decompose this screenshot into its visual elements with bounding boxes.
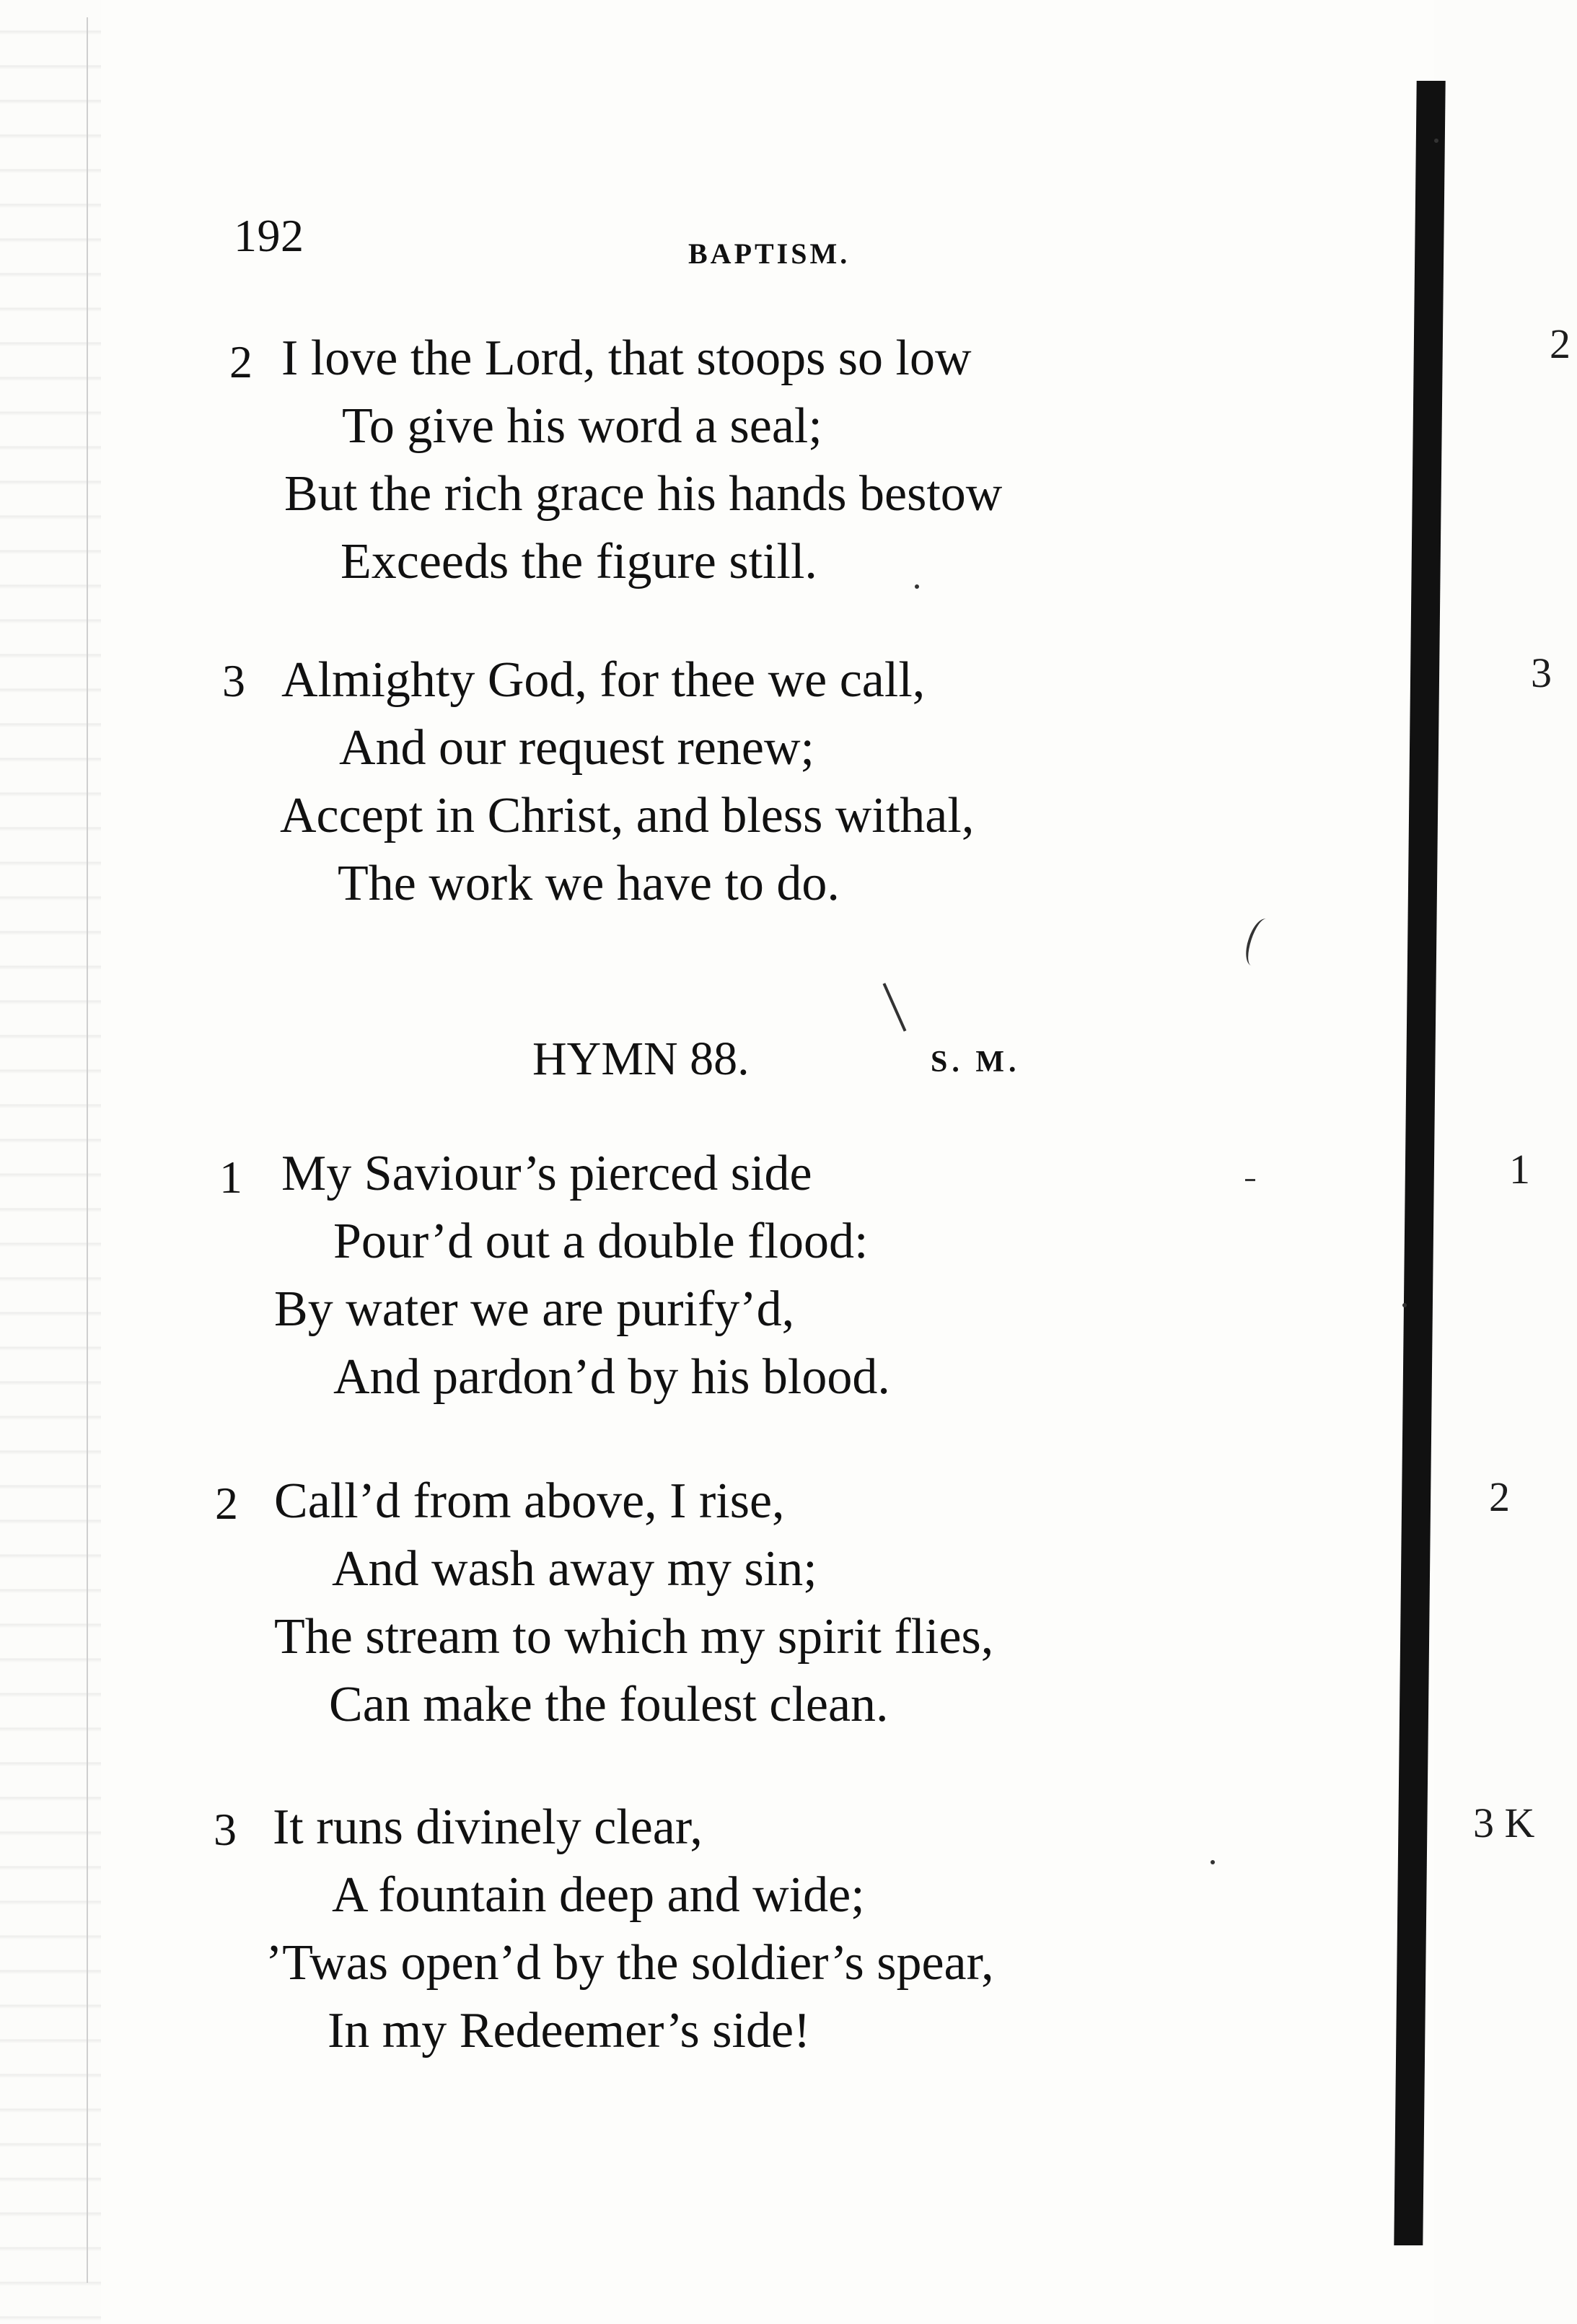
stanza-line: My Saviour’s pierced side: [281, 1146, 812, 1201]
stanza-line: The work we have to do.: [338, 856, 840, 911]
stanza-line: Call’d from above, I rise,: [274, 1473, 785, 1529]
stanza-line: And wash away my sin;: [332, 1541, 817, 1597]
section-title: BAPTISM.: [688, 237, 851, 270]
ink-slash-mark: [883, 983, 907, 1031]
ink-dot: [915, 584, 919, 589]
stanza-line: I love the Lord, that stoops so low: [281, 330, 972, 386]
hymn-meter: S. M.: [931, 1045, 1021, 1079]
stanza-line: A fountain deep and wide;: [332, 1867, 865, 1923]
stanza-line: ’Twas open’d by the soldier’s spear,: [265, 1935, 994, 1991]
stanza-line: Almighty God, for thee we call,: [281, 652, 926, 708]
stanza-line: Can make the foulest clean.: [329, 1677, 889, 1732]
ink-dot: [1434, 139, 1438, 143]
stanza-line: Accept in Christ, and bless withal,: [280, 788, 975, 843]
stanza-line: And pardon’d by his blood.: [333, 1349, 890, 1405]
stanza-number: 2: [215, 1478, 238, 1529]
stanza-number: 2: [229, 336, 252, 387]
facing-page-mark: 3 K: [1473, 1799, 1535, 1846]
stanza-number: 1: [219, 1152, 242, 1203]
stanza-line: To give his word a seal;: [342, 398, 822, 454]
stanza-line: Exceeds the figure still.: [341, 534, 817, 589]
stanza-number: 3: [214, 1804, 237, 1855]
hymn-title: HYMN 88.: [532, 1032, 750, 1085]
ink-dot: [1211, 1860, 1215, 1864]
facing-page-mark: 2: [1550, 320, 1571, 367]
stanza-number: 3: [222, 655, 245, 706]
left-gutter-shadow: [0, 0, 101, 2324]
stanza-line: But the rich grace his hands bestow: [284, 466, 1003, 522]
page-number: 192: [234, 210, 304, 261]
stanza-line: In my Redeemer’s side!: [328, 2003, 811, 2058]
stanza-line: And our request renew;: [339, 720, 814, 776]
stanza-line: It runs divinely clear,: [273, 1799, 703, 1855]
stanza-line: By water we are purify’d,: [274, 1281, 795, 1337]
left-page-edge: [87, 17, 88, 2283]
stanza-line: Pour’d out a double flood:: [333, 1214, 869, 1269]
ink-curl-mark: [1241, 916, 1277, 969]
facing-page-mark: 1: [1509, 1146, 1530, 1193]
ink-dot: [1402, 1303, 1407, 1307]
stanza-line: The stream to which my spirit flies,: [274, 1609, 994, 1665]
facing-page-mark: 2: [1489, 1473, 1510, 1520]
ink-dash: [1245, 1179, 1255, 1181]
facing-page-mark: 3: [1531, 649, 1552, 696]
